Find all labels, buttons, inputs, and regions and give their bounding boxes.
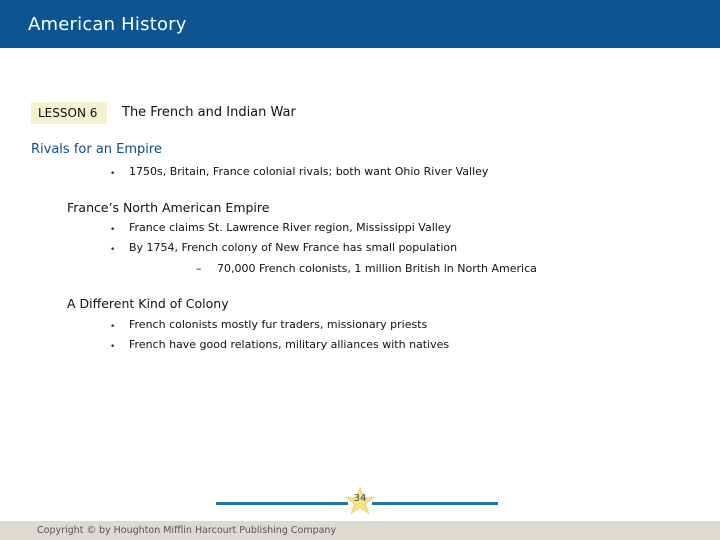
bullet-marker: •: [110, 169, 116, 179]
page-header-title: American History: [28, 14, 187, 35]
footer-rule-right: [372, 502, 498, 505]
copyright-text: Copyright © by Houghton Mifflin Harcourt Publishing Company: [37, 525, 337, 536]
bullet-item: French have good relations, military alliances with natives: [129, 338, 450, 351]
lesson-badge-label: LESSON 6: [38, 106, 98, 120]
sub-bullet-marker: –: [196, 262, 202, 275]
page-number: 34: [353, 493, 367, 504]
bullet-marker: •: [110, 245, 116, 255]
subsection-heading: France’s North American Empire: [67, 200, 270, 215]
bullet-marker: •: [110, 225, 116, 235]
bullet-marker: •: [110, 342, 116, 352]
subsection-heading: A Different Kind of Colony: [67, 296, 229, 311]
section-title: Rivals for an Empire: [31, 142, 162, 157]
bullet-item: By 1754, French colony of New France has small population: [129, 241, 458, 254]
footer-rule-left: [216, 502, 348, 505]
lesson-title: The French and Indian War: [122, 105, 296, 120]
bullet-item: French colonists mostly fur traders, missionary priests: [129, 318, 428, 331]
bullet-item: 1750s, Britain, France colonial rivals; both want Ohio River Valley: [129, 165, 489, 178]
bullet-item: France claims St. Lawrence River region, Mississippi Valley: [129, 221, 452, 234]
sub-bullet-item: 70,000 French colonists, 1 million British in North America: [217, 262, 537, 275]
bullet-marker: •: [110, 322, 116, 332]
